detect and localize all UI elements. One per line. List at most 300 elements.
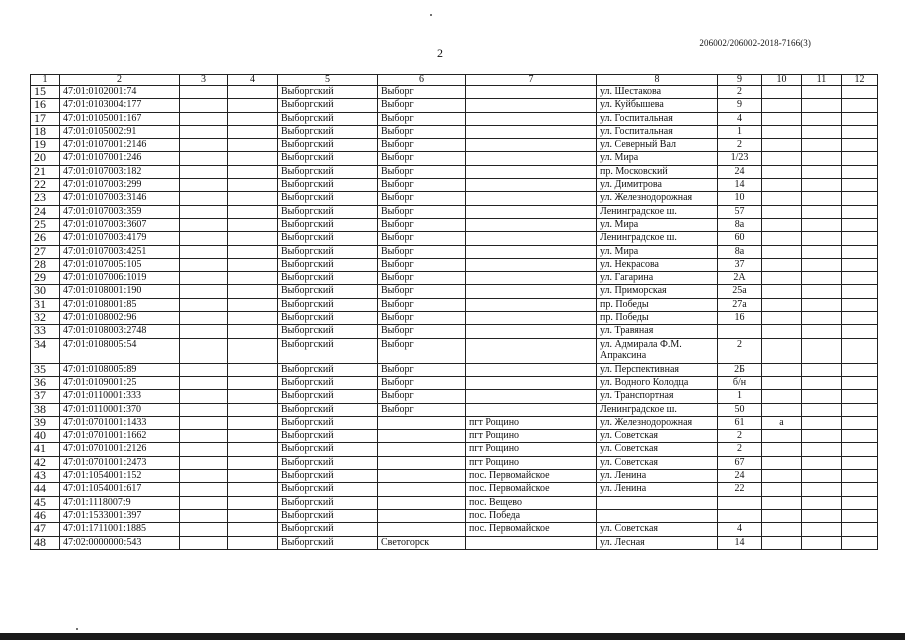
settlement-cell xyxy=(466,312,597,325)
street-cell: ул. Северный Вал xyxy=(597,139,718,152)
house-number-cell: 24 xyxy=(718,165,762,178)
column-header-4: 4 xyxy=(228,75,278,86)
cadastral-number-cell: 47:01:0107003:3607 xyxy=(60,218,180,231)
city-cell: Выборг xyxy=(378,376,466,389)
building-cell xyxy=(762,338,802,363)
table-row xyxy=(31,152,878,165)
col-12-cell xyxy=(842,376,878,389)
district-cell: Выборгский xyxy=(278,218,378,231)
district-cell: Выборгский xyxy=(278,86,378,99)
district-cell: Выборгский xyxy=(278,312,378,325)
street-cell: ул. Железнодорожная xyxy=(597,416,718,429)
city-cell: Выборг xyxy=(378,232,466,245)
col-3-cell xyxy=(180,430,228,443)
house-number-cell: 14 xyxy=(718,179,762,192)
house-number-cell: 37 xyxy=(718,258,762,271)
city-cell xyxy=(378,456,466,469)
col-3-cell xyxy=(180,272,228,285)
col-12-cell xyxy=(842,139,878,152)
column-header-5: 5 xyxy=(278,75,378,86)
row-number-cell: 22 xyxy=(31,179,60,192)
col-12-cell xyxy=(842,272,878,285)
city-cell xyxy=(378,416,466,429)
cadastral-number-cell: 47:01:0110001:370 xyxy=(60,403,180,416)
building-cell xyxy=(762,325,802,338)
city-cell xyxy=(378,496,466,509)
row-number-cell: 26 xyxy=(31,232,60,245)
house-number-cell: 2 xyxy=(718,338,762,363)
cadastral-number-cell: 47:01:0103004:177 xyxy=(60,99,180,112)
settlement-cell xyxy=(466,325,597,338)
cadastral-number-cell: 47:01:0107003:3146 xyxy=(60,192,180,205)
house-number-cell xyxy=(718,496,762,509)
settlement-cell: пгт Рощино xyxy=(466,443,597,456)
col-3-cell xyxy=(180,165,228,178)
row-number-cell: 24 xyxy=(31,205,60,218)
col-11-cell xyxy=(802,443,842,456)
col-12-cell xyxy=(842,416,878,429)
house-number-cell xyxy=(718,325,762,338)
col-11-cell xyxy=(802,312,842,325)
col-4-cell xyxy=(228,403,278,416)
district-cell: Выборгский xyxy=(278,523,378,536)
street-cell: ул. Мира xyxy=(597,218,718,231)
house-number-cell: 60 xyxy=(718,232,762,245)
city-cell: Выборг xyxy=(378,245,466,258)
table-header-row xyxy=(31,75,878,86)
column-header-12: 12 xyxy=(842,75,878,86)
col-4-cell xyxy=(228,376,278,389)
col-3-cell xyxy=(180,139,228,152)
column-header-3: 3 xyxy=(180,75,228,86)
district-cell: Выборгский xyxy=(278,403,378,416)
city-cell: Выборг xyxy=(378,403,466,416)
house-number-cell: 24 xyxy=(718,470,762,483)
col-12-cell xyxy=(842,496,878,509)
col-3-cell xyxy=(180,325,228,338)
cadastral-number-cell: 47:01:0108005:89 xyxy=(60,363,180,376)
house-number-cell: 8а xyxy=(718,245,762,258)
col-4-cell xyxy=(228,325,278,338)
building-cell xyxy=(762,232,802,245)
building-cell xyxy=(762,192,802,205)
col-11-cell xyxy=(802,430,842,443)
table-row xyxy=(31,443,878,456)
table-row xyxy=(31,390,878,403)
cadastral-number-cell: 47:01:0701001:2126 xyxy=(60,443,180,456)
house-number-cell: 50 xyxy=(718,403,762,416)
district-cell: Выборгский xyxy=(278,125,378,138)
col-4-cell xyxy=(228,496,278,509)
col-11-cell xyxy=(802,390,842,403)
house-number-cell: 27а xyxy=(718,298,762,311)
col-4-cell xyxy=(228,112,278,125)
col-4-cell xyxy=(228,179,278,192)
city-cell: Выборг xyxy=(378,165,466,178)
col-3-cell xyxy=(180,483,228,496)
column-header-10: 10 xyxy=(762,75,802,86)
cadastral-number-cell: 47:01:0701001:1433 xyxy=(60,416,180,429)
city-cell: Выборг xyxy=(378,152,466,165)
settlement-cell xyxy=(466,245,597,258)
city-cell: Выборг xyxy=(378,272,466,285)
house-number-cell: 10 xyxy=(718,192,762,205)
building-cell xyxy=(762,298,802,311)
table-row xyxy=(31,139,878,152)
settlement-cell xyxy=(466,139,597,152)
col-12-cell xyxy=(842,285,878,298)
col-12-cell xyxy=(842,430,878,443)
building-cell xyxy=(762,496,802,509)
house-number-cell: 22 xyxy=(718,483,762,496)
scan-bottom-edge xyxy=(0,633,905,640)
table-row xyxy=(31,232,878,245)
settlement-cell: пос. Первомайское xyxy=(466,483,597,496)
district-cell: Выборгский xyxy=(278,99,378,112)
settlement-cell xyxy=(466,363,597,376)
column-header-6: 6 xyxy=(378,75,466,86)
col-4-cell xyxy=(228,338,278,363)
district-cell: Выборгский xyxy=(278,205,378,218)
district-cell: Выборгский xyxy=(278,509,378,522)
cadastral-number-cell: 47:01:0108001:85 xyxy=(60,298,180,311)
street-cell: ул. Советская xyxy=(597,523,718,536)
table-row xyxy=(31,272,878,285)
house-number-cell: 57 xyxy=(718,205,762,218)
col-12-cell xyxy=(842,470,878,483)
row-number-cell: 41 xyxy=(31,443,60,456)
district-cell: Выборгский xyxy=(278,430,378,443)
building-cell xyxy=(762,152,802,165)
district-cell: Выборгский xyxy=(278,298,378,311)
row-number-cell: 21 xyxy=(31,165,60,178)
row-number-cell: 31 xyxy=(31,298,60,311)
table-row xyxy=(31,218,878,231)
col-11-cell xyxy=(802,376,842,389)
row-number-cell: 46 xyxy=(31,509,60,522)
district-cell: Выборгский xyxy=(278,390,378,403)
cadastral-number-cell: 47:01:0105002:91 xyxy=(60,125,180,138)
settlement-cell xyxy=(466,376,597,389)
district-cell: Выборгский xyxy=(278,443,378,456)
col-11-cell xyxy=(802,245,842,258)
city-cell: Выборг xyxy=(378,86,466,99)
building-cell xyxy=(762,376,802,389)
col-12-cell xyxy=(842,298,878,311)
col-12-cell xyxy=(842,179,878,192)
col-3-cell xyxy=(180,285,228,298)
document-number: 206002/206002-2018-7166(3) xyxy=(699,38,811,48)
building-cell xyxy=(762,403,802,416)
col-12-cell xyxy=(842,112,878,125)
settlement-cell xyxy=(466,86,597,99)
row-number-cell: 38 xyxy=(31,403,60,416)
district-cell: Выборгский xyxy=(278,325,378,338)
street-cell: ул. Гагарина xyxy=(597,272,718,285)
table-row xyxy=(31,456,878,469)
building-cell xyxy=(762,99,802,112)
district-cell: Выборгский xyxy=(278,483,378,496)
street-cell: ул. Димитрова xyxy=(597,179,718,192)
col-12-cell xyxy=(842,390,878,403)
col-4-cell xyxy=(228,536,278,549)
row-number-cell: 28 xyxy=(31,258,60,271)
row-number-cell: 40 xyxy=(31,430,60,443)
table-row xyxy=(31,285,878,298)
col-4-cell xyxy=(228,285,278,298)
col-11-cell xyxy=(802,139,842,152)
col-3-cell xyxy=(180,112,228,125)
street-cell: ул. Ленина xyxy=(597,483,718,496)
col-3-cell xyxy=(180,363,228,376)
col-11-cell xyxy=(802,258,842,271)
district-cell: Выборгский xyxy=(278,165,378,178)
street-cell: пр. Победы xyxy=(597,312,718,325)
col-3-cell xyxy=(180,179,228,192)
cadastral-number-cell: 47:01:0109001:25 xyxy=(60,376,180,389)
row-number-cell: 32 xyxy=(31,312,60,325)
col-11-cell xyxy=(802,285,842,298)
cadastral-number-cell: 47:01:0108003:2748 xyxy=(60,325,180,338)
settlement-cell xyxy=(466,258,597,271)
building-cell xyxy=(762,390,802,403)
col-4-cell xyxy=(228,298,278,311)
settlement-cell xyxy=(466,272,597,285)
col-3-cell xyxy=(180,509,228,522)
city-cell xyxy=(378,443,466,456)
street-cell: Ленинградское ш. xyxy=(597,403,718,416)
house-number-cell: 67 xyxy=(718,456,762,469)
col-3-cell xyxy=(180,496,228,509)
settlement-cell: пос. Первомайское xyxy=(466,523,597,536)
city-cell: Выборг xyxy=(378,99,466,112)
building-cell xyxy=(762,125,802,138)
district-cell: Выборгский xyxy=(278,363,378,376)
table-row xyxy=(31,338,878,363)
city-cell: Выборг xyxy=(378,192,466,205)
building-cell xyxy=(762,536,802,549)
column-header-11: 11 xyxy=(802,75,842,86)
street-cell: Ленинградское ш. xyxy=(597,232,718,245)
col-11-cell xyxy=(802,218,842,231)
house-number-cell: 4 xyxy=(718,523,762,536)
table-row xyxy=(31,416,878,429)
table-row xyxy=(31,509,878,522)
col-4-cell xyxy=(228,245,278,258)
col-11-cell xyxy=(802,99,842,112)
col-11-cell xyxy=(802,338,842,363)
district-cell: Выборгский xyxy=(278,470,378,483)
col-12-cell xyxy=(842,363,878,376)
street-cell xyxy=(597,496,718,509)
house-number-cell: 25а xyxy=(718,285,762,298)
settlement-cell: пгт Рощино xyxy=(466,416,597,429)
col-3-cell xyxy=(180,99,228,112)
col-12-cell xyxy=(842,536,878,549)
scan-speck xyxy=(430,14,432,16)
col-4-cell xyxy=(228,232,278,245)
table-row xyxy=(31,430,878,443)
col-3-cell xyxy=(180,205,228,218)
settlement-cell: пос. Вещево xyxy=(466,496,597,509)
row-number-cell: 17 xyxy=(31,112,60,125)
col-11-cell xyxy=(802,483,842,496)
table-row xyxy=(31,470,878,483)
col-3-cell xyxy=(180,443,228,456)
row-number-cell: 25 xyxy=(31,218,60,231)
table-row xyxy=(31,325,878,338)
col-11-cell xyxy=(802,192,842,205)
building-cell xyxy=(762,258,802,271)
building-cell xyxy=(762,205,802,218)
house-number-cell xyxy=(718,509,762,522)
settlement-cell xyxy=(466,152,597,165)
col-11-cell xyxy=(802,536,842,549)
street-cell: ул. Адмирала Ф.М. Апраксина xyxy=(597,338,718,363)
house-number-cell: 2 xyxy=(718,430,762,443)
row-number-cell: 29 xyxy=(31,272,60,285)
building-cell xyxy=(762,165,802,178)
col-3-cell xyxy=(180,456,228,469)
table-row xyxy=(31,125,878,138)
table-row xyxy=(31,99,878,112)
settlement-cell xyxy=(466,205,597,218)
cadastral-number-cell: 47:01:0107003:182 xyxy=(60,165,180,178)
row-number-cell: 36 xyxy=(31,376,60,389)
house-number-cell: 2 xyxy=(718,443,762,456)
house-number-cell: 1 xyxy=(718,125,762,138)
cadastral-number-cell: 47:01:0102001:74 xyxy=(60,86,180,99)
table-row xyxy=(31,179,878,192)
street-cell: ул. Приморская xyxy=(597,285,718,298)
col-3-cell xyxy=(180,338,228,363)
col-12-cell xyxy=(842,523,878,536)
street-cell: ул. Куйбышева xyxy=(597,99,718,112)
cadastral-number-cell: 47:01:0701001:1662 xyxy=(60,430,180,443)
table-row xyxy=(31,165,878,178)
city-cell xyxy=(378,430,466,443)
street-cell: ул. Советская xyxy=(597,430,718,443)
building-cell xyxy=(762,430,802,443)
city-cell: Выборг xyxy=(378,258,466,271)
column-header-1: 1 xyxy=(31,75,60,86)
table-row xyxy=(31,192,878,205)
col-12-cell xyxy=(842,456,878,469)
city-cell: Выборг xyxy=(378,179,466,192)
col-4-cell xyxy=(228,312,278,325)
cadastral-number-cell: 47:01:1054001:617 xyxy=(60,483,180,496)
col-12-cell xyxy=(842,165,878,178)
city-cell: Светогорск xyxy=(378,536,466,549)
row-number-cell: 43 xyxy=(31,470,60,483)
col-11-cell xyxy=(802,165,842,178)
building-cell xyxy=(762,218,802,231)
street-cell: ул. Мира xyxy=(597,152,718,165)
col-11-cell xyxy=(802,470,842,483)
settlement-cell xyxy=(466,165,597,178)
col-3-cell xyxy=(180,152,228,165)
col-4-cell xyxy=(228,456,278,469)
district-cell: Выборгский xyxy=(278,245,378,258)
col-12-cell xyxy=(842,99,878,112)
building-cell xyxy=(762,443,802,456)
street-cell: ул. Советская xyxy=(597,443,718,456)
building-cell xyxy=(762,179,802,192)
building-cell xyxy=(762,112,802,125)
row-number-cell: 35 xyxy=(31,363,60,376)
col-3-cell xyxy=(180,403,228,416)
house-number-cell: 1 xyxy=(718,390,762,403)
city-cell xyxy=(378,523,466,536)
district-cell: Выборгский xyxy=(278,179,378,192)
table-row xyxy=(31,298,878,311)
col-4-cell xyxy=(228,99,278,112)
district-cell: Выборгский xyxy=(278,496,378,509)
col-4-cell xyxy=(228,258,278,271)
col-4-cell xyxy=(228,165,278,178)
row-number-cell: 37 xyxy=(31,390,60,403)
col-12-cell xyxy=(842,258,878,271)
settlement-cell xyxy=(466,390,597,403)
street-cell: ул. Некрасова xyxy=(597,258,718,271)
city-cell: Выборг xyxy=(378,112,466,125)
col-4-cell xyxy=(228,192,278,205)
city-cell: Выборг xyxy=(378,205,466,218)
city-cell: Выборг xyxy=(378,298,466,311)
col-4-cell xyxy=(228,152,278,165)
column-header-7: 7 xyxy=(466,75,597,86)
settlement-cell xyxy=(466,536,597,549)
settlement-cell xyxy=(466,338,597,363)
row-number-cell: 15 xyxy=(31,86,60,99)
col-4-cell xyxy=(228,509,278,522)
column-header-9: 9 xyxy=(718,75,762,86)
table-row xyxy=(31,483,878,496)
col-3-cell xyxy=(180,192,228,205)
row-number-cell: 39 xyxy=(31,416,60,429)
col-11-cell xyxy=(802,403,842,416)
district-cell: Выборгский xyxy=(278,416,378,429)
street-cell: ул. Ленина xyxy=(597,470,718,483)
settlement-cell xyxy=(466,179,597,192)
row-number-cell: 48 xyxy=(31,536,60,549)
row-number-cell: 42 xyxy=(31,456,60,469)
col-12-cell xyxy=(842,152,878,165)
street-cell: ул. Железнодорожная xyxy=(597,192,718,205)
table-row xyxy=(31,376,878,389)
col-11-cell xyxy=(802,232,842,245)
cadastral-number-cell: 47:01:1711001:1885 xyxy=(60,523,180,536)
cadastral-number-cell: 47:01:0701001:2473 xyxy=(60,456,180,469)
district-cell: Выборгский xyxy=(278,285,378,298)
col-12-cell xyxy=(842,325,878,338)
district-cell: Выборгский xyxy=(278,258,378,271)
settlement-cell: пос. Победа xyxy=(466,509,597,522)
building-cell xyxy=(762,363,802,376)
col-3-cell xyxy=(180,125,228,138)
table-row xyxy=(31,312,878,325)
col-11-cell xyxy=(802,509,842,522)
building-cell xyxy=(762,483,802,496)
col-4-cell xyxy=(228,523,278,536)
col-3-cell xyxy=(180,312,228,325)
street-cell: ул. Травяная xyxy=(597,325,718,338)
house-number-cell: 14 xyxy=(718,536,762,549)
col-11-cell xyxy=(802,125,842,138)
building-cell xyxy=(762,523,802,536)
col-11-cell xyxy=(802,152,842,165)
col-12-cell xyxy=(842,312,878,325)
